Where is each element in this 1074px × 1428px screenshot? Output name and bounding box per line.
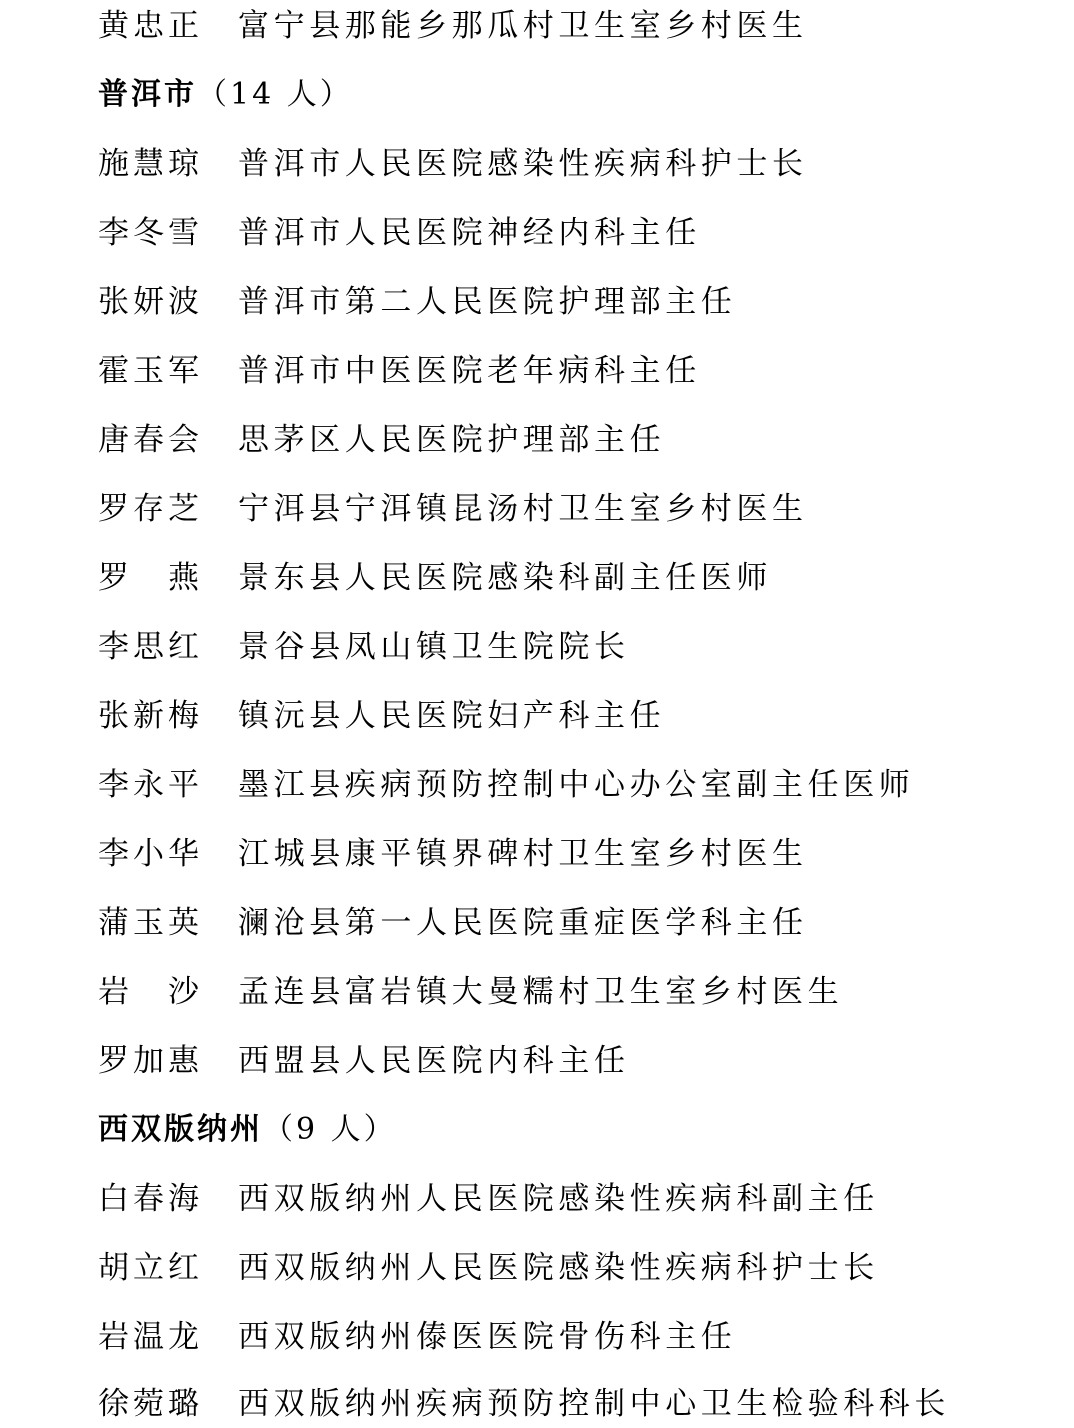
section-heading [98,71,353,119]
person-name: 李永平 [98,767,203,803]
list-item [98,1244,879,1292]
person-name: 张妍波 [98,284,203,320]
list-item [98,692,665,740]
section-title: 普洱市 [98,77,197,112]
list-item [98,1175,879,1223]
person-name: 张新梅 [98,698,203,734]
list-item [98,899,808,947]
person-role: 江城县康平镇界碑村卫生室乡村医生 [238,836,808,872]
person-name: 岩温龙 [98,1319,203,1355]
list-item [98,209,701,257]
person-role: 富宁县那能乡那瓜村卫生室乡村医生 [238,8,808,44]
person-role: 宁洱县宁洱镇昆汤村卫生室乡村医生 [238,491,808,527]
person-role: 孟连县富岩镇大曼糯村卫生室乡村医生 [238,974,844,1010]
person-name: 蒲玉英 [98,905,203,941]
person-name: 施慧琼 [98,146,203,182]
person-name: 罗加惠 [98,1043,203,1079]
person-role: 西双版纳州傣医医院骨伤科主任 [238,1319,737,1355]
person-role: 景谷县凤山镇卫生院院长 [238,629,630,665]
person-name: 罗存芝 [98,491,203,527]
list-item [98,554,772,602]
list-item [98,968,843,1016]
person-name: 白春海 [98,1181,203,1217]
person-role: 镇沅县人民医院妇产科主任 [238,698,666,734]
person-name: 霍玉军 [98,353,203,389]
list-item [98,140,808,188]
list-item [98,1037,630,1085]
person-name: 罗 燕 [98,560,203,596]
person-role: 思茅区人民医院护理部主任 [238,422,666,458]
list-item [98,830,808,878]
person-role: 景东县人民医院感染科副主任医师 [238,560,772,596]
list-item [98,278,736,326]
list-item [98,761,914,809]
section-heading [98,1106,397,1154]
person-role: 墨江县疾病预防控制中心办公室副主任医师 [238,767,915,803]
section-count: （14 人） [197,77,353,112]
list-item [98,485,808,533]
section-title: 西双版纳州 [98,1112,263,1147]
person-role: 澜沧县第一人民医院重症医学科主任 [238,905,808,941]
person-role: 西双版纳州人民医院感染性疾病科副主任 [238,1181,879,1217]
person-role: 普洱市人民医院感染性疾病科护士长 [238,146,808,182]
person-role: 西双版纳州人民医院感染性疾病科护士长 [238,1250,879,1286]
list-item [98,1380,950,1428]
person-name: 黄忠正 [98,8,203,44]
person-role: 西盟县人民医院内科主任 [238,1043,630,1079]
list-item [98,1313,736,1361]
person-role: 普洱市第二人民医院护理部主任 [238,284,737,320]
person-role: 普洱市中医医院老年病科主任 [238,353,701,389]
person-name: 岩 沙 [98,974,203,1010]
list-item [98,2,808,50]
section-count: （9 人） [263,1112,397,1147]
person-name: 徐菀璐 [98,1386,203,1422]
person-name: 李小华 [98,836,203,872]
person-role: 西双版纳州疾病预防控制中心卫生检验科科长 [238,1386,950,1422]
list-item [98,623,630,671]
person-name: 李冬雪 [98,215,203,251]
person-name: 唐春会 [98,422,203,458]
person-name: 李思红 [98,629,203,665]
list-item [98,347,701,395]
list-item [98,416,665,464]
person-name: 胡立红 [98,1250,203,1286]
person-role: 普洱市人民医院神经内科主任 [238,215,701,251]
